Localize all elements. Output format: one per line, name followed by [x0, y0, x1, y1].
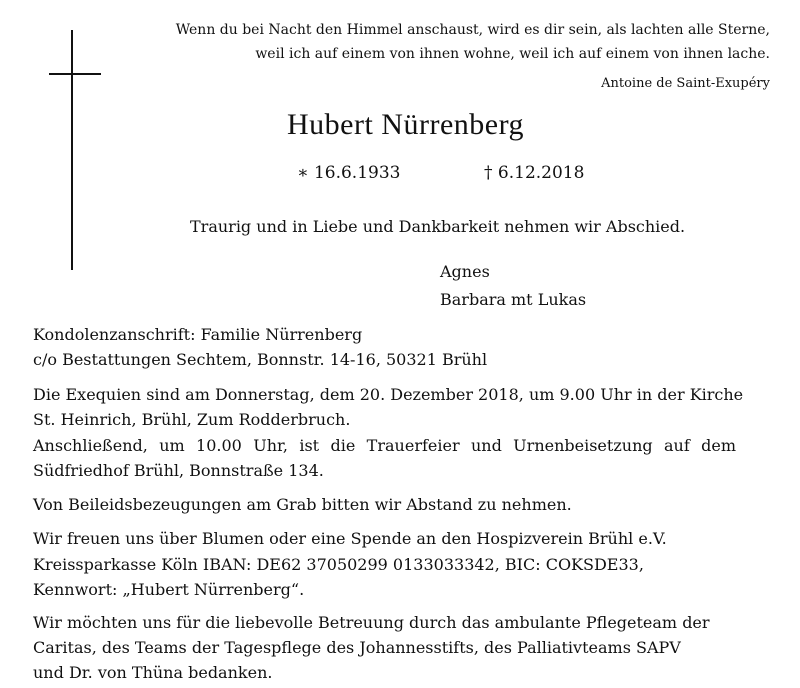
exequies-line-4: Südfriedhof Brühl, Bonnstraße 134. — [33, 461, 324, 480]
thanks-line-3: und Dr. von Thüna bedanken. — [33, 663, 273, 682]
deceased-name: Hubert Nürrenberg — [287, 108, 525, 141]
quote-author: Antoine de Saint-Exupéry — [601, 76, 770, 91]
no-condolences-text: Von Beileidsbezeugungen am Grab bitten wir Abstand zu nehmen. — [33, 495, 572, 514]
condolence-line-2: c/o Bestattungen Sechtem, Bonnstr. 14-16, 50321 Brühl — [33, 350, 488, 369]
donation-line-2: Kreissparkasse Köln IBAN: DE62 37050299 0133033342, BIC: COKSDE33, — [33, 555, 644, 574]
mourner-2: Barbara mt Lukas — [440, 290, 587, 309]
birth-date: ∗ 16.6.1933 — [297, 163, 401, 183]
exequies-line-3: Anschließend, um 10.00 Uhr, ist die Trauerfeier und Urnenbeisetzung auf dem — [33, 436, 736, 455]
donation-line-1: Wir freuen uns über Blumen oder eine Spende an den Hospizverein Brühl e.V. — [33, 529, 667, 548]
quote-line-1: Wenn du bei Nacht den Himmel anschaust, wird es dir sein, als lachten alle Sterne, — [175, 22, 770, 38]
condolence-line-1: Kondolenzanschrift: Familie Nürrenberg — [33, 325, 363, 344]
exequies-line-2: St. Heinrich, Brühl, Zum Rodderbruch. — [33, 410, 351, 429]
donation-line-3: Kennwort: „Hubert Nürrenberg“. — [33, 580, 305, 599]
mourner-1: Agnes — [440, 262, 490, 281]
death-date: † 6.12.2018 — [484, 163, 585, 183]
quote-line-2: weil ich auf einem von ihnen wohne, weil ich auf einem von ihnen lache. — [255, 46, 770, 62]
thanks-line-2: Caritas, des Teams der Tagespflege des Johannesstifts, des Palliativteams SAPV — [33, 638, 681, 657]
exequies-line-1: Die Exequien sind am Donnerstag, dem 20. Dezember 2018, um 9.00 Uhr in der Kirche — [33, 385, 744, 404]
thanks-line-1: Wir möchten uns für die liebevolle Betreuung durch das ambulante Pflegeteam der — [33, 613, 710, 632]
farewell-text: Traurig und in Liebe und Dankbarkeit nehmen wir Abschied. — [190, 217, 686, 236]
cross-horizontal-bar — [49, 73, 101, 75]
cross-vertical-bar — [71, 30, 73, 270]
